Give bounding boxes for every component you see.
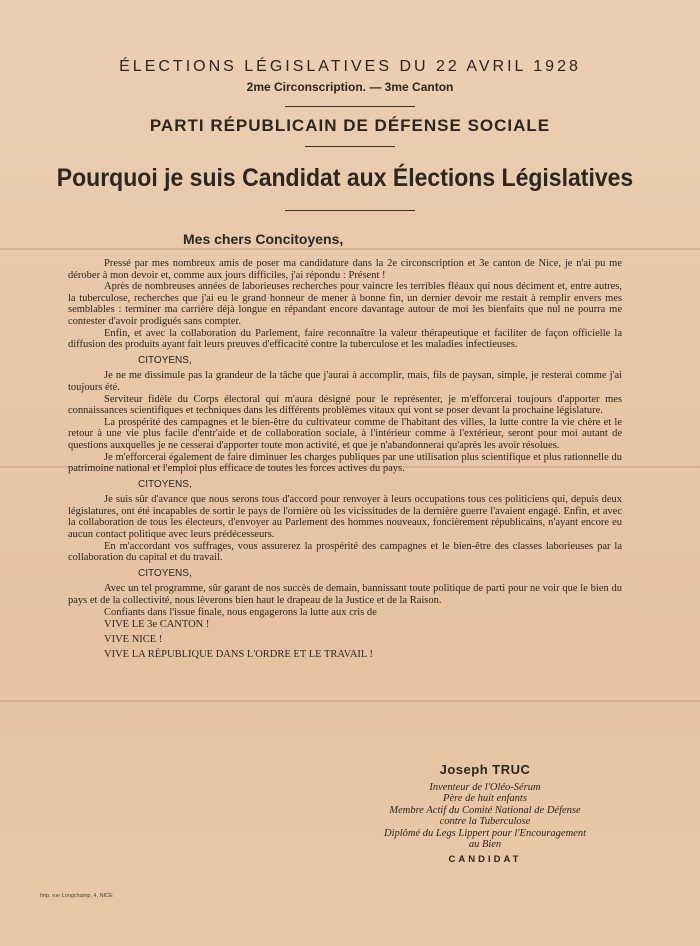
party-name: PARTI RÉPUBLICAIN DE DÉFENSE SOCIALE: [149, 116, 551, 135]
divider: [305, 146, 395, 147]
citoyens-heading: CITOYENS,: [138, 567, 192, 579]
credential-line: au Bien: [468, 839, 502, 850]
signature-block: [340, 764, 630, 865]
paragraph: Pressé par mes nombreux amis de poser ma candidature dans la 2e circonscription et 3e canton de Nice, je n'ai pu me dérober à mon devoir et, comme aux jours difficiles, j'ai répondu : Présent !: [68, 258, 622, 281]
vive-line: VIVE LE 3e CANTON !: [104, 619, 210, 631]
greeting: Mes chers Concitoyens,: [183, 231, 344, 247]
credential-line: Père de huit enfants: [443, 793, 527, 804]
vive-line: VIVE LA RÉPUBLIQUE DANS L'ORDRE ET LE TRAVAIL !: [104, 649, 374, 661]
vive-line: VIVE NICE !: [104, 634, 163, 646]
paragraph: Je suis sûr d'avance que nous serons tous d'accord pour renvoyer à leurs occupations tous ces politiciens qui, depuis deux législatures, ont été incapables de sortir le pays de l'ornière où les vicissitudes de la dernière guerre l'avaient engagé. Enfin, et avec la collaboration de tous les électeurs, d'envoyer au Parlement des hommes nouveaux, foncièrement républicains, n'ayant encore eu aucun contact politique avec leurs prédécesseurs.: [68, 494, 622, 541]
citoyens-heading: CITOYENS,: [138, 354, 192, 366]
paragraph: Je ne me dissimule pas la grandeur de la tâche que j'aurai à accomplir, mais, fils de paysan, simple, je resterai comme j'ai toujours été.: [68, 370, 622, 393]
divider: [285, 210, 415, 211]
paragraph: Avec un tel programme, sûr garant de nos succès de demain, bannissant toute politique de parti pour ne voir que le bien du pays et de la collectivité, nous lèverons bien haut le drapeau de la Justice et de la Raison.: [68, 583, 622, 607]
letter-body: [68, 258, 622, 663]
paragraph: Serviteur fidèle du Corps électoral qui m'aura désigné pour le représenter, je m'efforcerai toujours d'apporter mes connaissances scientifiques et techniques dans les différents problèmes vitaux qui vont se poser devant la prochaine législature.: [68, 393, 622, 417]
page-title: Pourquoi je suis Candidat aux Élections Législatives: [56, 164, 634, 192]
paragraph: Je m'efforcerai également de faire diminuer les charges publiques par une utilisation plus scientifique et plus rationnelle du patrimoine national et l'emploi plus efficace de toutes les forces actives du pays.: [68, 451, 622, 475]
divider: [285, 106, 415, 107]
credential-line: Inventeur de l'Oléo-Sérum: [429, 781, 541, 793]
fold-line: [0, 700, 700, 702]
citoyens-heading: CITOYENS,: [138, 478, 192, 490]
paragraph: Après de nombreuses années de laborieuses recherches pour vaincre les terribles fléaux qui nous déciment et, entre autres, la tuberculose, recherches que j'ai eu le grand honneur de mener à bonne fin, un dernier devoir me restait à remplir envers mes semblables : terminer ma carrière déjà longue en répandant encore davantage autour de moi les bienfaits que nul ne pourra me contester d'avoir prodigués sans compter.: [68, 281, 622, 327]
paragraph: La prospérité des campagnes et le bien-être du cultivateur comme de l'habitant des villes, la lutte contre la vie chère et le retour à une vie plus facile d'entr'aide et de collaboration sociale, à l'intérieur comme à l'extérieur, seront pour moi autant de questions auxquelles je ne cesserai d'apporter toute mon activité, et que je n'abandonnerai qu'après les avoir résolues.: [68, 416, 622, 451]
printer-imprint: Imp. rue Longchamp, 4, NICE: [40, 893, 113, 899]
paragraph: Confiants dans l'issue finale, nous engagerons la lutte aux cris de: [104, 606, 377, 618]
circonscription-subheading: 2me Circonscription. — 3me Canton: [246, 80, 454, 94]
fold-line: [0, 248, 700, 250]
election-heading: ÉLECTIONS LÉGISLATIVES DU 22 AVRIL 1928: [119, 58, 581, 75]
paragraph: Enfin, et avec la collaboration du Parlement, faire reconnaître la valeur thérapeutique et faciliter de façon officielle la diffusion des produits ayant fait leurs preuves d'efficacité contre la tuberculose et les maladies infectieuses.: [68, 327, 622, 351]
credential-line: Membre Actif du Comité National de Défense: [389, 804, 581, 816]
credential-line: Diplômé du Legs Lippert pour l'Encouragement: [383, 827, 587, 839]
candidate-name: Joseph TRUC: [439, 762, 531, 777]
candidate-role: CANDIDAT: [448, 853, 522, 865]
credential-line: contre la Tuberculose: [439, 816, 531, 827]
paragraph: En m'accordant vos suffrages, vous assurerez la prospérité des campagnes et le bien-être des classes laborieuses par la collaboration du capital et du travail.: [68, 540, 622, 564]
